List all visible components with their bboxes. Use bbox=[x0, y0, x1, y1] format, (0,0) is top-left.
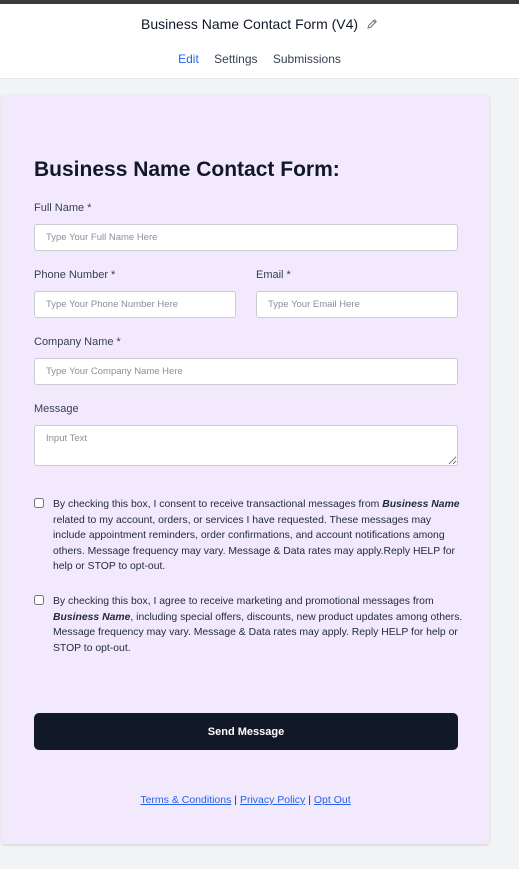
privacy-link[interactable]: Privacy Policy bbox=[239, 794, 306, 806]
consent-brand-name: Business Name bbox=[382, 499, 460, 510]
consent-text-post: related to my account, orders, or services I have requested. These messages may include appointment reminders, order confirmations, and account notifications among others. Message frequency may vary. Message & Data rates may apply.Reply HELP for help or STOP to opt-out. bbox=[53, 514, 455, 573]
send-message-button[interactable]: Send Message bbox=[34, 713, 458, 750]
consent-text-pre: By checking this box, I consent to receive transactional messages from bbox=[53, 499, 383, 510]
phone-number-label: Phone Number * bbox=[34, 269, 116, 281]
tab-edit[interactable]: Edit bbox=[178, 52, 199, 66]
full-name-input[interactable] bbox=[34, 224, 458, 251]
full-name-label: Full Name * bbox=[34, 202, 92, 214]
pencil-icon[interactable] bbox=[366, 18, 378, 30]
link-separator: | bbox=[234, 794, 238, 806]
email-label: Email * bbox=[256, 269, 291, 281]
message-textarea[interactable] bbox=[34, 425, 458, 466]
form-name-title[interactable] bbox=[0, 16, 519, 32]
link-separator: | bbox=[308, 794, 311, 806]
tab-settings[interactable]: Settings bbox=[214, 52, 258, 66]
company-name-label: Company Name * bbox=[34, 336, 121, 348]
terms-link[interactable]: Terms & Conditions bbox=[140, 794, 232, 806]
form-name-text: Business Name Contact Form (V4) bbox=[141, 16, 359, 32]
phone-number-input[interactable] bbox=[34, 291, 236, 318]
company-name-input[interactable] bbox=[34, 358, 458, 385]
transactional-consent-text bbox=[53, 497, 463, 575]
message-label: Message bbox=[34, 403, 79, 415]
consent-text-pre: By checking this box, I agree to receive marketing and promotional messages from bbox=[53, 596, 434, 607]
form-card bbox=[2, 95, 489, 844]
consent-brand-name: Business Name bbox=[53, 611, 131, 623]
form-header bbox=[0, 4, 519, 45]
marketing-consent-text bbox=[53, 594, 463, 656]
tab-submissions[interactable]: Submissions bbox=[272, 52, 341, 66]
form-title: Business Name Contact Form: bbox=[34, 158, 340, 181]
email-input[interactable] bbox=[256, 291, 458, 318]
opt-out-link[interactable]: Opt Out bbox=[313, 794, 351, 806]
tab-bar bbox=[0, 44, 519, 79]
footer-links bbox=[2, 794, 489, 806]
marketing-consent-checkbox[interactable] bbox=[34, 595, 44, 605]
consent-text-post: , including special offers, discounts, new product updates among others. Message frequency may vary. Message & Data rates may apply. Reply HELP for help or STOP to opt-out. bbox=[53, 611, 463, 654]
transactional-consent-checkbox[interactable] bbox=[34, 498, 44, 508]
